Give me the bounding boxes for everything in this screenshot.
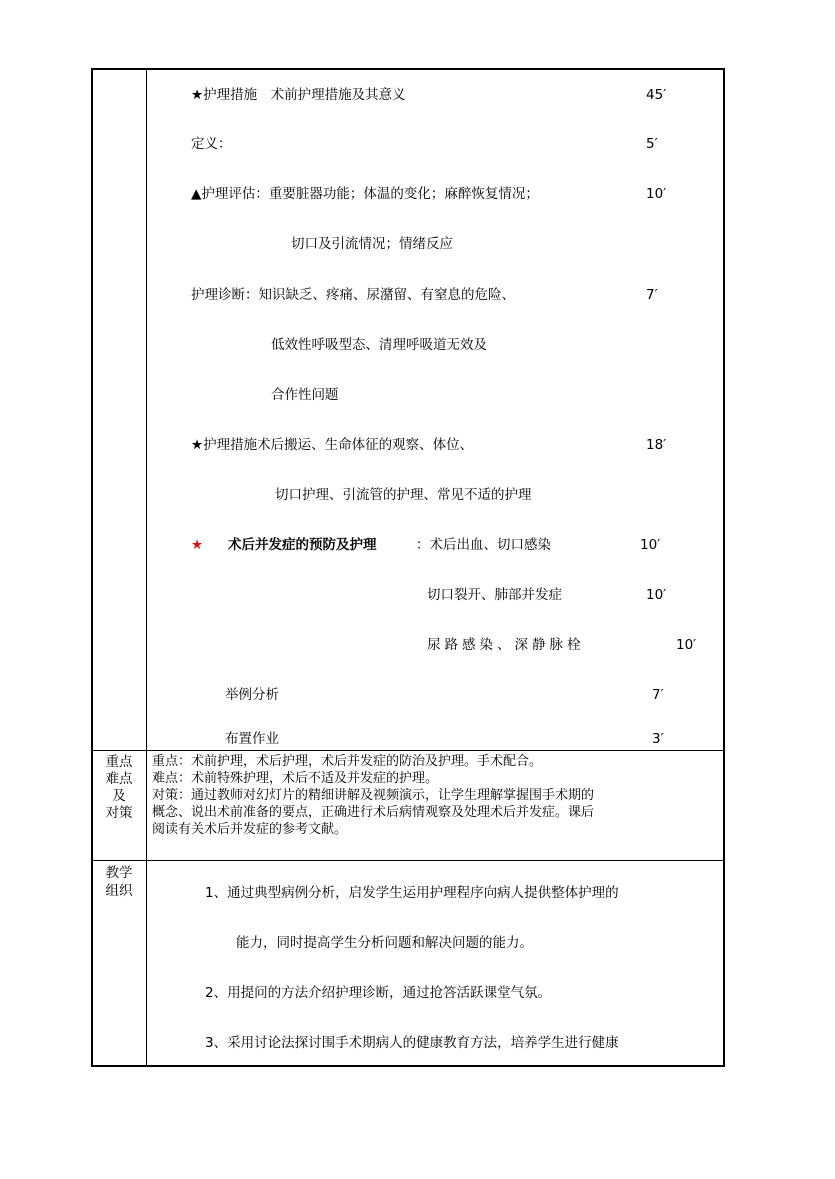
content-line: ▲护理评估：重要脏器功能；体温的变化；麻醉恢复情况；	[191, 186, 539, 202]
content-line: 切口裂开、肺部并发症	[427, 587, 562, 603]
row-label: 教学	[105, 865, 133, 881]
time-label: 18′	[646, 437, 667, 453]
time-label: 45′	[646, 87, 667, 103]
content-line: 切口及引流情况；情绪反应	[291, 236, 453, 252]
table-frame	[91, 68, 725, 1067]
content-line: 尿路感染、深静脉栓	[427, 637, 585, 653]
key-line: 难点：术前特殊护理，术后不适及并发症的护理。	[152, 771, 439, 786]
row-label: 对策	[105, 805, 133, 821]
star-icon: ★	[191, 537, 204, 553]
key-line: 重点：术前护理，术后护理，术后并发症的防治及护理。手术配合。	[152, 754, 543, 769]
time-label: 10′	[676, 637, 697, 653]
time-label: 10′	[646, 186, 667, 202]
key-line: 对策：通过教师对幻灯片的精细讲解及视频演示，让学生理解掌握围手术期的	[152, 788, 595, 803]
content-line: 护理诊断：知识缺乏、疼痛、尿潴留、有窒息的危险、	[191, 287, 515, 303]
row-label: 组织	[105, 883, 133, 899]
content-line: 切口护理、引流管的护理、常见不适的护理	[275, 487, 532, 503]
row-divider-org	[91, 860, 725, 861]
column-divider	[146, 68, 147, 1067]
content-line: 低效性呼吸型态、清理呼吸道无效及	[271, 337, 487, 353]
key-line: 阅读有关术后并发症的参考文献。	[152, 822, 348, 837]
row-label: 重点	[105, 754, 133, 770]
content-line: ：术后出血、切口感染	[416, 537, 551, 553]
org-line: 能力，同时提高学生分析问题和解决问题的能力。	[236, 935, 533, 951]
row-divider-key	[91, 750, 725, 751]
row-label: 难点	[105, 771, 133, 787]
content-line: 举例分析	[225, 687, 279, 703]
org-line: 1、通过典型病例分析，启发学生运用护理程序向病人提供整体护理的	[205, 885, 619, 901]
time-label: 3′	[652, 731, 664, 747]
content-line: ★护理措施术后搬运、生命体征的观察、体位、	[191, 437, 474, 453]
row-label: 及	[112, 788, 126, 804]
time-label: 7′	[646, 287, 658, 303]
content-line: 定义：	[191, 136, 232, 152]
org-line: 3、采用讨论法探讨围手术期病人的健康教育方法，培养学生进行健康	[205, 1035, 619, 1051]
content-line: 合作性问题	[271, 387, 339, 403]
time-label: 5′	[646, 136, 658, 152]
key-line: 概念、说出术前准备的要点，正确进行术后病情观察及处理术后并发症。课后	[152, 805, 595, 820]
time-label: 10′	[640, 537, 661, 553]
time-label: 10′	[646, 587, 667, 603]
org-line: 2、用提问的方法介绍护理诊断，通过抢答活跃课堂气氛。	[205, 985, 552, 1001]
content-line-bold: 术后并发症的预防及护理	[228, 537, 377, 553]
content-line: 布置作业	[225, 731, 279, 747]
content-line: ★护理措施 术前护理措施及其意义	[191, 87, 406, 103]
time-label: 7′	[652, 687, 664, 703]
